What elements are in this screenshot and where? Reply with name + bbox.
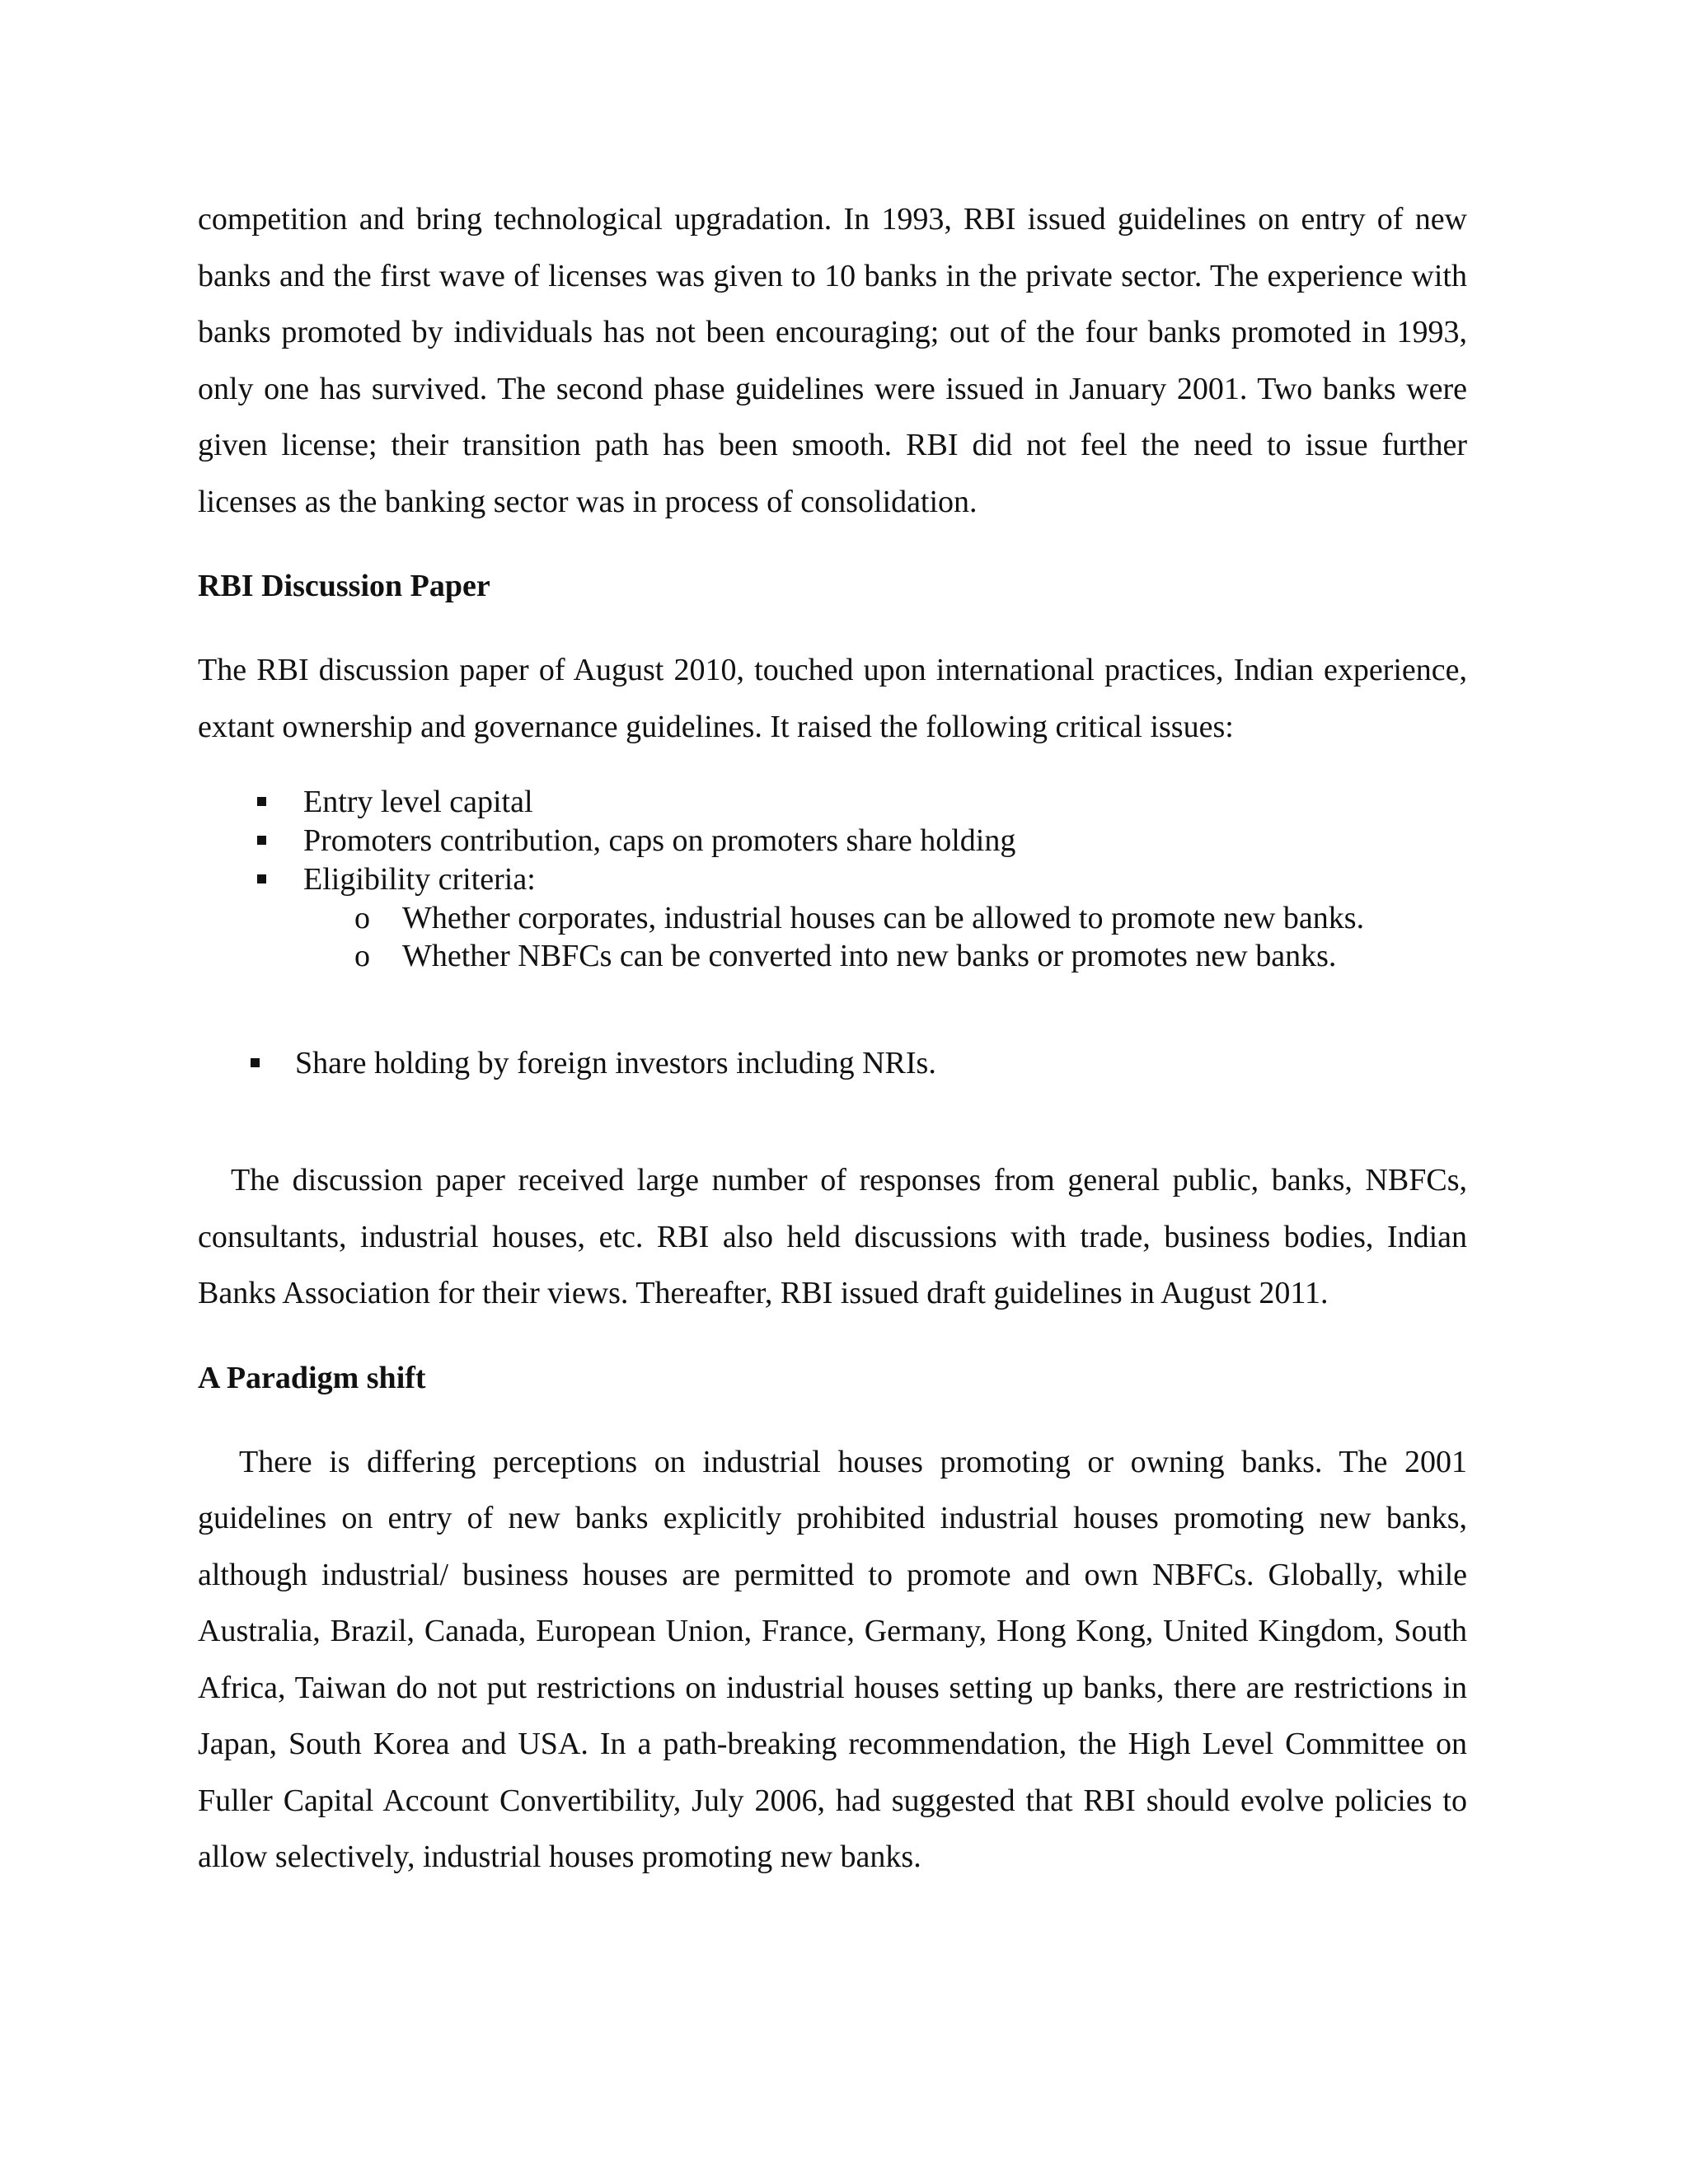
sub-list-item-text: Whether corporates, industrial houses can be allowed to promote new banks. [402, 901, 1365, 935]
sub-list-item [198, 937, 1467, 975]
sub-bullet-marker: o [354, 901, 370, 935]
list-item: Share holding by foreign investors including NRIs. [198, 1044, 1467, 1083]
heading-paradigm-shift: A Paradigm shift [198, 1360, 426, 1395]
list-item: Eligibility criteria: [198, 860, 1467, 899]
list-item: Promoters contribution, caps on promoters share holding [198, 822, 1467, 860]
sub-list-item-text: Whether NBFCs can be converted into new banks or promotes new banks. [402, 939, 1337, 973]
paragraph-discussion-paper-responses: The discussion paper received large number of responses from general public, banks, NBFCs, consultants, industrial houses, etc. RBI also held discussions with trade, business bodies, Indian Banks Association for their views. Thereafter, RBI issued draft guidelines in August 2011. [198, 1163, 1467, 1310]
critical-issues-list [198, 783, 1467, 899]
paragraph-discussion-paper-intro: The RBI discussion paper of August 2010, touched upon international practices, Indian experience, extant ownership and governance guidelines. It raised the following critical issues: [198, 653, 1467, 744]
sub-bullet-marker: o [354, 939, 370, 973]
document-page [198, 191, 1467, 1886]
paragraph-industrial-houses: There is differing perceptions on industrial houses promoting or owning banks. The 2001 guidelines on entry of new banks explicitly prohibited industrial houses promoting new banks, although industrial/ business houses are permitted to promote and own NBFCs. Globally, while Australia, Brazil, Canada, European Union, France, Germany, Hong Kong, United Kingdom, South Africa, Taiwan do not put restrictions on industrial houses setting up banks, there are restrictions in Japan, South Korea and USA. In a path-breaking recommendation, the High Level Committee on Fuller Capital Account Convertibility, July 2006, had suggested that RBI should evolve policies to allow selectively, industrial houses promoting new banks. [198, 1444, 1467, 1874]
list-item: Entry level capital [198, 783, 1467, 822]
paragraph-new-bank-licensing-history: competition and bring technological upgradation. In 1993, RBI issued guidelines on entry of new banks and the first wave of licenses was given to 10 banks in the private sector. The experience with banks promoted by individuals has not been encouraging; out of the four banks promoted in 1993, only one has survived. The second phase guidelines were issued in January 2001. Two banks were given license; their transition path has been smooth. RBI did not feel the need to issue further licenses as the banking sector was in process of consolidation. [198, 202, 1467, 519]
sub-list-item [198, 899, 1467, 937]
eligibility-sub-list [198, 899, 1467, 975]
heading-rbi-discussion-paper: RBI Discussion Paper [198, 569, 490, 603]
foreign-investors-list [198, 1044, 1467, 1083]
